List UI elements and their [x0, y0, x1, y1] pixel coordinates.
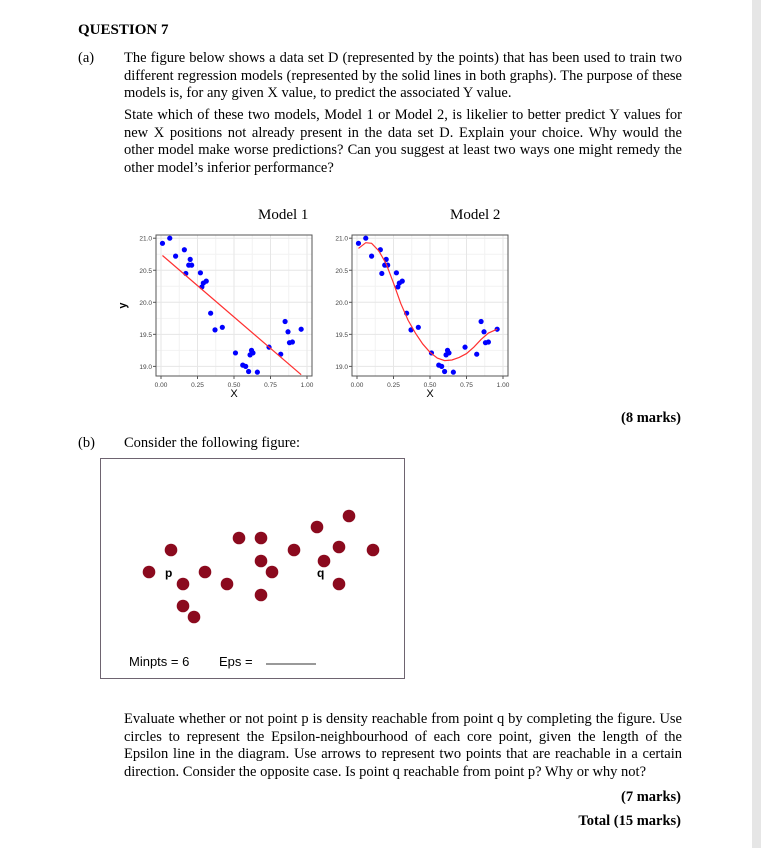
- data-point: [255, 370, 260, 375]
- data-point: [212, 327, 217, 332]
- data-point: [177, 600, 190, 613]
- data-point: [198, 270, 203, 275]
- x-axis-label: X: [230, 388, 238, 400]
- x-tick-label: 0.75: [264, 382, 277, 389]
- dbscan-points: [101, 459, 404, 678]
- part-a-paragraph-1: The figure below shows a data set D (represented by the points) that has been used to train two different regression models (represented by the solid lines in both graphs). The purpose of these models is, for any given X value, to predict the associated Y value.: [124, 50, 682, 101]
- data-point: [255, 555, 268, 568]
- eps-label: Eps =: [219, 654, 253, 669]
- model-2-chart: [310, 225, 520, 405]
- x-tick-label: 0.00: [350, 382, 364, 389]
- model-1-title: Model 1: [258, 207, 309, 223]
- data-point: [246, 369, 251, 374]
- data-point: [311, 521, 324, 534]
- data-point: [481, 329, 486, 334]
- data-point: [379, 271, 384, 276]
- data-point: [283, 319, 288, 324]
- part-b-intro: Consider the following figure:: [124, 435, 300, 451]
- x-tick-label: 0.25: [191, 382, 204, 389]
- total-marks: Total (15 marks): [578, 813, 681, 829]
- data-point: [363, 236, 368, 241]
- y-tick-label: 21.0: [139, 235, 152, 243]
- data-point: [243, 364, 248, 369]
- data-point: [220, 325, 225, 330]
- data-point: [369, 254, 374, 259]
- data-point: [255, 532, 268, 545]
- dbscan-figure: [100, 458, 405, 679]
- x-tick-label: 0.50: [227, 382, 241, 389]
- model-1-chart: [110, 225, 320, 405]
- data-point: [188, 611, 201, 624]
- data-point: [318, 555, 331, 568]
- data-point: [333, 578, 346, 591]
- data-point: [462, 345, 467, 350]
- part-a-marks: (8 marks): [620, 410, 681, 426]
- page-edge: [752, 0, 761, 848]
- data-point: [394, 270, 399, 275]
- x-tick-label: 0.25: [387, 382, 400, 389]
- y-tick-label: 19.0: [335, 363, 348, 371]
- data-point: [451, 370, 456, 375]
- data-point: [474, 352, 479, 357]
- data-point: [221, 578, 234, 591]
- y-tick-label: 21.0: [335, 235, 348, 243]
- y-tick-label: 20.0: [139, 299, 152, 307]
- y-axis-label: y: [117, 302, 129, 309]
- data-point: [189, 263, 194, 268]
- data-point: [199, 566, 212, 579]
- model-2-title: Model 2: [450, 207, 501, 223]
- data-point: [290, 339, 295, 344]
- data-point: [173, 254, 178, 259]
- data-point: [204, 279, 209, 284]
- data-point: [416, 325, 421, 330]
- y-tick-label: 19.0: [139, 363, 152, 371]
- data-point: [400, 279, 405, 284]
- y-tick-label: 20.0: [335, 299, 348, 307]
- x-tick-label: 0.50: [423, 382, 437, 389]
- data-point: [333, 541, 346, 554]
- data-point: [299, 327, 304, 332]
- data-point: [446, 350, 451, 355]
- x-axis-label: X: [426, 388, 434, 400]
- data-point: [285, 329, 290, 334]
- x-tick-label: 1.00: [496, 382, 510, 389]
- data-point: [177, 578, 190, 591]
- data-point: [233, 532, 246, 545]
- data-point: [188, 257, 193, 262]
- data-point: [233, 350, 238, 355]
- data-point: [182, 247, 187, 252]
- data-point: [266, 566, 279, 579]
- data-point: [160, 241, 165, 246]
- x-tick-label: 1.00: [300, 382, 314, 389]
- part-b-marks: (7 marks): [620, 789, 681, 805]
- data-point: [356, 241, 361, 246]
- part-a-paragraph-2: State which of these two models, Model 1 or Model 2, is likelier to better predict Y values for new X positions not already present in the data set D. Explain your choice. Why would the other model make worse predictions? Can you suggest at least two ways one might remedy the other model’s inferior performance?: [124, 107, 682, 176]
- part-b-label: (b): [78, 435, 95, 451]
- minpts-label: Minpts = 6: [129, 654, 190, 669]
- data-point: [439, 364, 444, 369]
- data-point: [495, 327, 500, 332]
- y-tick-label: 19.5: [139, 331, 152, 339]
- data-point: [255, 589, 268, 602]
- data-point: [167, 236, 172, 241]
- y-tick-label: 19.5: [335, 331, 348, 339]
- x-tick-label: 0.00: [154, 382, 168, 389]
- data-point: [288, 544, 301, 557]
- data-point: [442, 369, 447, 374]
- point-q-label: q: [317, 566, 325, 580]
- y-tick-label: 20.5: [335, 267, 348, 275]
- data-point: [143, 566, 156, 579]
- part-b-paragraph: Evaluate whether or not point p is density reachable from point q by completing the figure. Use circles to represent the Epsilon-neighbourhood of each core point, given the length of the Epsilon line in the diagram. Use arrows to represent two points that are reachable in a certain direction. Consider the opposite case. Is point q reachable from point p? Why or why not?: [124, 711, 682, 780]
- data-point: [367, 544, 380, 557]
- question-title: QUESTION 7: [78, 22, 169, 38]
- data-point: [479, 319, 484, 324]
- x-tick-label: 0.75: [460, 382, 473, 389]
- data-point: [250, 350, 255, 355]
- data-point: [208, 311, 213, 316]
- point-p-label: p: [165, 566, 173, 580]
- data-point: [486, 339, 491, 344]
- data-point: [165, 544, 178, 557]
- data-point: [343, 510, 356, 523]
- part-a-label: (a): [78, 50, 95, 66]
- y-tick-label: 20.5: [139, 267, 152, 275]
